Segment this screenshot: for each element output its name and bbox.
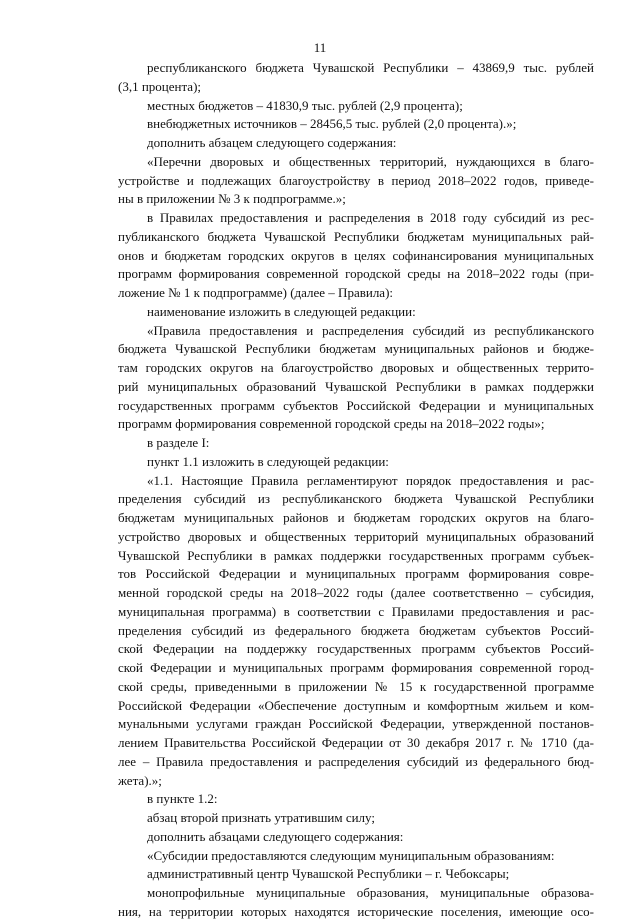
text-line: устройстве и подлежащих благоустройству в период 2018–2022 годов, приведе- — [118, 172, 594, 188]
text-line: наименование изложить в следующей редакции: — [147, 303, 416, 319]
page-number: 11 — [313, 40, 327, 55]
text-line: публиканского бюджета Чувашской Республики бюджетам муниципальных рай- — [118, 228, 594, 244]
text-line: менной городской среды на 2018–2022 годы (далее соответственно – субсидия, — [118, 585, 594, 600]
text-line: там городских округов на благоустройство дворовых и общественных террито- — [118, 360, 594, 375]
text-line: ской Федерации и муниципальных программ формирования современной город- — [118, 660, 594, 675]
body-text — [118, 59, 594, 922]
text-line: рий муниципальных образований Чувашской Республики в рамках поддержки — [118, 378, 594, 394]
text-line: ской Федерации на поддержку государственных программ субъектов Россий- — [118, 641, 594, 657]
text-line: программ формирования современной городской среды на 2018–2022 годы (при- — [118, 266, 594, 282]
text-line: местных бюджетов – 41830,9 тыс. рублей (2,9 процента); — [147, 97, 463, 113]
text-line: административный центр Чувашской Республики – г. Чебоксары; — [147, 866, 510, 882]
text-line: (3,1 процента); — [118, 78, 202, 94]
text-line: «1.1. Настоящие Правила регламентируют порядок предоставления и рас- — [147, 472, 594, 488]
text-line: в разделе I: — [147, 435, 210, 450]
text-line: Российской Федерации «Обеспечение доступным и комфортным жильем и ком- — [118, 697, 594, 713]
text-line: ны в приложении № 3 к подпрограмме.»; — [118, 191, 346, 207]
text-line: муниципальная программа) в соответствии с Правилами предоставления и рас- — [118, 603, 594, 619]
text-line: дополнить абзацами следующего содержания: — [147, 828, 404, 844]
text-line: бюджетам муниципальных районов и бюджетам городских округов на благо- — [118, 510, 594, 525]
text-line: пределения субсидий из федерального бюджета бюджетам субъектов Россий- — [118, 622, 594, 638]
text-line: мунальными услугами граждан Российской Федерации, утвержденной постанов- — [118, 716, 594, 732]
text-line: устройство дворовых и общественных территорий муниципальных образований — [118, 528, 594, 544]
text-line: пределения субсидий из республиканского бюджета Чувашской Республики — [118, 491, 594, 507]
text-line: абзац второй признать утратившим силу; — [147, 810, 375, 825]
text-line: программ формирования современной городской среды на 2018–2022 годы»; — [118, 416, 545, 432]
text-line: ния, на территории которых находятся исторические поселения, имеющие осо- — [118, 903, 594, 919]
text-line: дополнить абзацем следующего содержания: — [147, 135, 397, 150]
text-line: в Правилах предоставления и распределения в 2018 году субсидий из рес- — [147, 210, 594, 225]
text-line: лением Правительства Российской Федерации от 30 декабря 2017 г. № 1710 (да- — [118, 735, 594, 750]
text-line: «Правила предоставления и распределения субсидий из республиканского — [147, 322, 594, 338]
text-line: жета).»; — [118, 772, 162, 788]
text-line: внебюджетных источников – 28456,5 тыс. рублей (2,0 процента).»; — [147, 116, 517, 132]
text-line: в пункте 1.2: — [147, 791, 218, 807]
text-line: ской среды, приведенными в приложении № 15 к государственной программе — [118, 678, 594, 694]
text-line: пункт 1.1 изложить в следующей редакции: — [147, 453, 389, 469]
text-line: монопрофильные муниципальные образования, муниципальные образова- — [147, 885, 594, 900]
text-line: бюджета Чувашской Республики бюджетам муниципальных районов и бюдже- — [118, 341, 594, 357]
text-line: «Субсидии предоставляются следующим муниципальным образованиям: — [147, 847, 555, 863]
text-line: государственных программ субъектов Российской Федерации и муниципальных — [118, 397, 594, 413]
text-line: ложение № 1 к подпрограмме) (далее – Правила): — [118, 285, 394, 300]
text-line: «Перечни дворовых и общественных территорий, нуждающихся в благо- — [147, 153, 594, 169]
text-line: республиканского бюджета Чувашской Республики – 43869,9 тыс. рублей — [147, 60, 594, 75]
text-line: Чувашской Республики в рамках поддержки государственных программ субъек- — [118, 547, 594, 563]
text-line: онов и бюджетам городских округов в целях софинансирования муниципальных — [118, 247, 594, 263]
text-line: тов Российской Федерации и муниципальных программ формирования совре- — [118, 566, 594, 582]
text-line: лее – Правила предоставления и распределения субсидий из федерального бюд- — [118, 753, 594, 769]
